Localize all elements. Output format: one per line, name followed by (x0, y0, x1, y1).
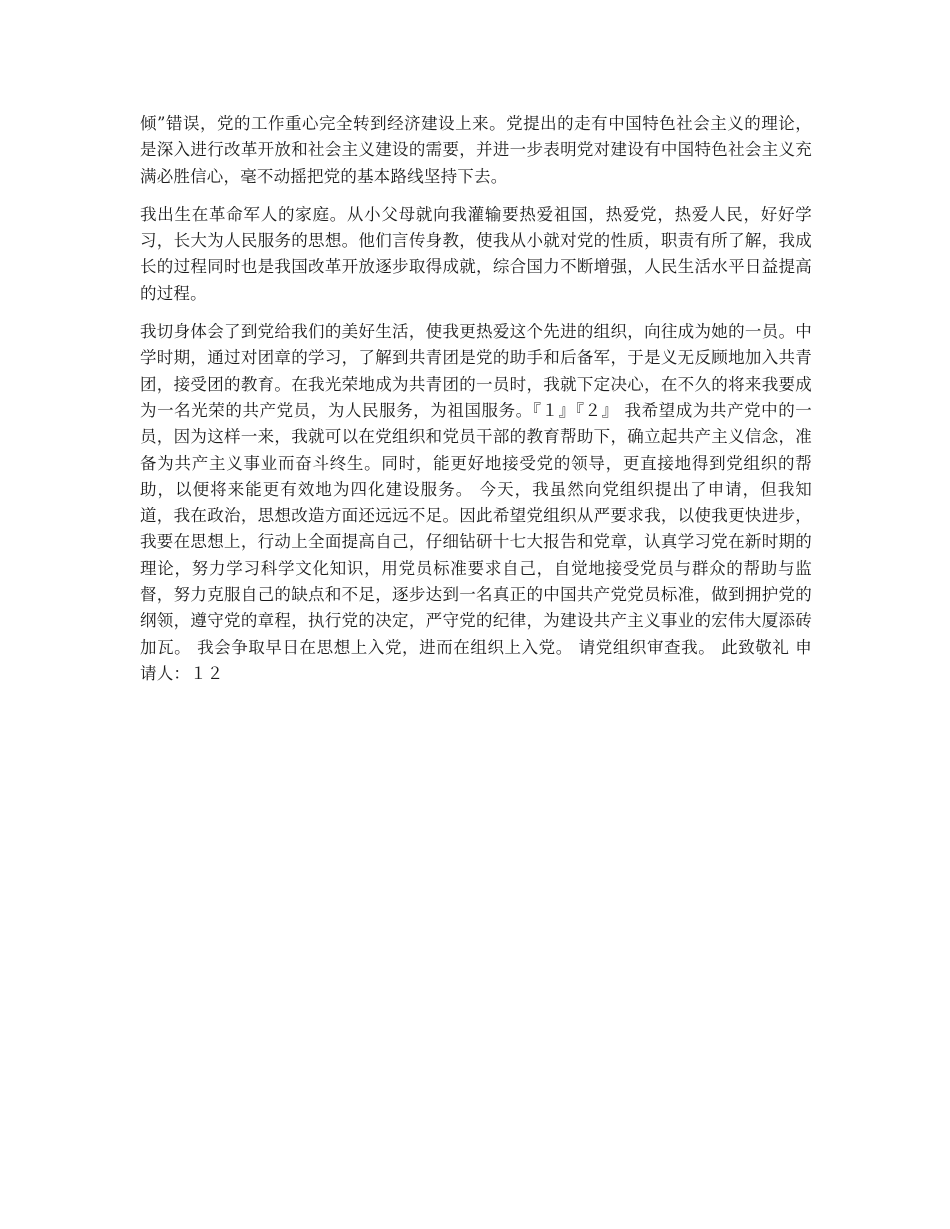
document-body (140, 111, 812, 687)
paragraph-1: 倾”错误，党的工作重心完全转到经济建设上来。党提出的走有中国特色社会主义的理论，是深入进行改革开放和社会主义建设的需要，并进一步表明党对建设有中国特色社会主义充满必胜信心，毫不动摇把党的基本路线坚持下去。 (140, 114, 812, 186)
paragraph-3: 我切身体会了到党给我们的美好生活，使我更热爱这个先进的组织，向往成为她的一员。中学时期，通过对团章的学习，了解到共青团是党的助手和后备军，于是义无反顾地加入共青团，接受团的教育。在我光荣地成为共青团的一员时，我就下定决心，在不久的将来我要成为一名光荣的共产党员，为人民服务，为祖国服务。『１』『２』 我希望成为共产党中的一员，因为这样一来，我就可以在党组织和党员干部的教育帮助下，确立起共产主义信念，准备为共产主义事业而奋斗终生。同时，能更好地接受党的领导，更直接地得到党组织的帮助，以便将来能更有效地为四化建设服务。 今天，我虽然向党组织提出了申请，但我知道，我在政治，思想改造方面还远远不足。因此希望党组织从严要求我，以使我更快进步，我要在思想上，行动上全面提高自己，仔细钻研十七大报告和党章，认真学习党在新时期的理论，努力学习科学文化知识，用党员标准要求自己，自觉地接受党员与群众的帮助与监督，努力克服自己的缺点和不足，逐步达到一名真正的中国共产党党员标准，做到拥护党的纲领，遵守党的章程，执行党的决定，严守党的纪律，为建设共产主义事业的宏伟大厦添砖加瓦。 我会争取早日在思想上入党，进而在组织上入党。 请党组织审查我。 此致敬礼 申请人：１２ (140, 322, 812, 683)
paragraph-2: 我出生在革命军人的家庭。从小父母就向我灌输要热爱祖国，热爱党，热爱人民，好好学习，长大为人民服务的思想。他们言传身教，使我从小就对党的性质，职责有所了解，我成长的过程同时也是我国改革开放逐步取得成就，综合国力不断增强，人民生活水平日益提高的过程。 (140, 204, 812, 303)
